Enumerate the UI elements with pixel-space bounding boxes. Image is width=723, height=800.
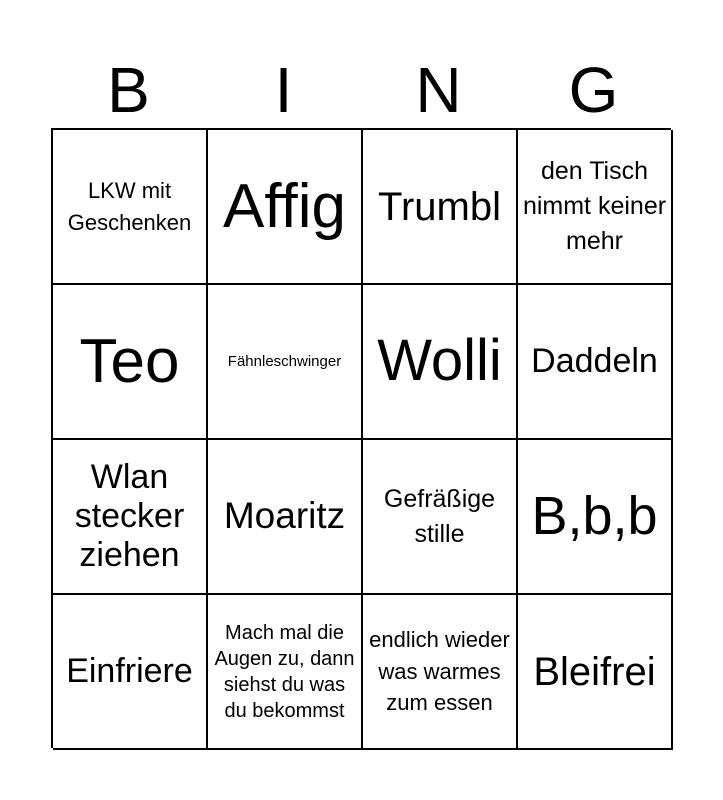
bingo-cell-9[interactable]: Wlan stecker ziehen [53,440,208,595]
bingo-cell-11[interactable]: Gefräßige stille [363,440,518,595]
bingo-cell-5[interactable]: Teo [53,285,208,440]
bingo-header [51,52,671,128]
bingo-cell-10[interactable]: Moaritz [208,440,363,595]
bingo-cell-14[interactable]: Mach mal die Augen zu, dann siehst du was du bekommst [208,595,363,750]
bingo-cell-15[interactable]: endlich wieder was warmes zum essen [363,595,518,750]
bingo-cell-4[interactable]: den Tisch nimmt keiner mehr [518,130,673,285]
header-letter-n: N [415,54,462,126]
bingo-cell-16[interactable]: Bleifrei [518,595,673,750]
bingo-cell-6[interactable]: Fähnleschwinger [208,285,363,440]
bingo-cell-12[interactable]: B,b,b [518,440,673,595]
bingo-cell-2[interactable]: Affig [208,130,363,285]
bingo-cell-8[interactable]: Daddeln [518,285,673,440]
bingo-cell-7[interactable]: Wolli [363,285,518,440]
bingo-cell-3[interactable]: Trumbl [363,130,518,285]
bingo-card [51,128,671,748]
bingo-cell-13[interactable]: Einfriere [53,595,208,750]
header-letter-i: I [274,54,293,126]
bingo-cell-1[interactable]: LKW mit Geschenken [53,130,208,285]
header-letter-b: B [107,54,150,126]
header-letter-g: G [568,54,619,126]
